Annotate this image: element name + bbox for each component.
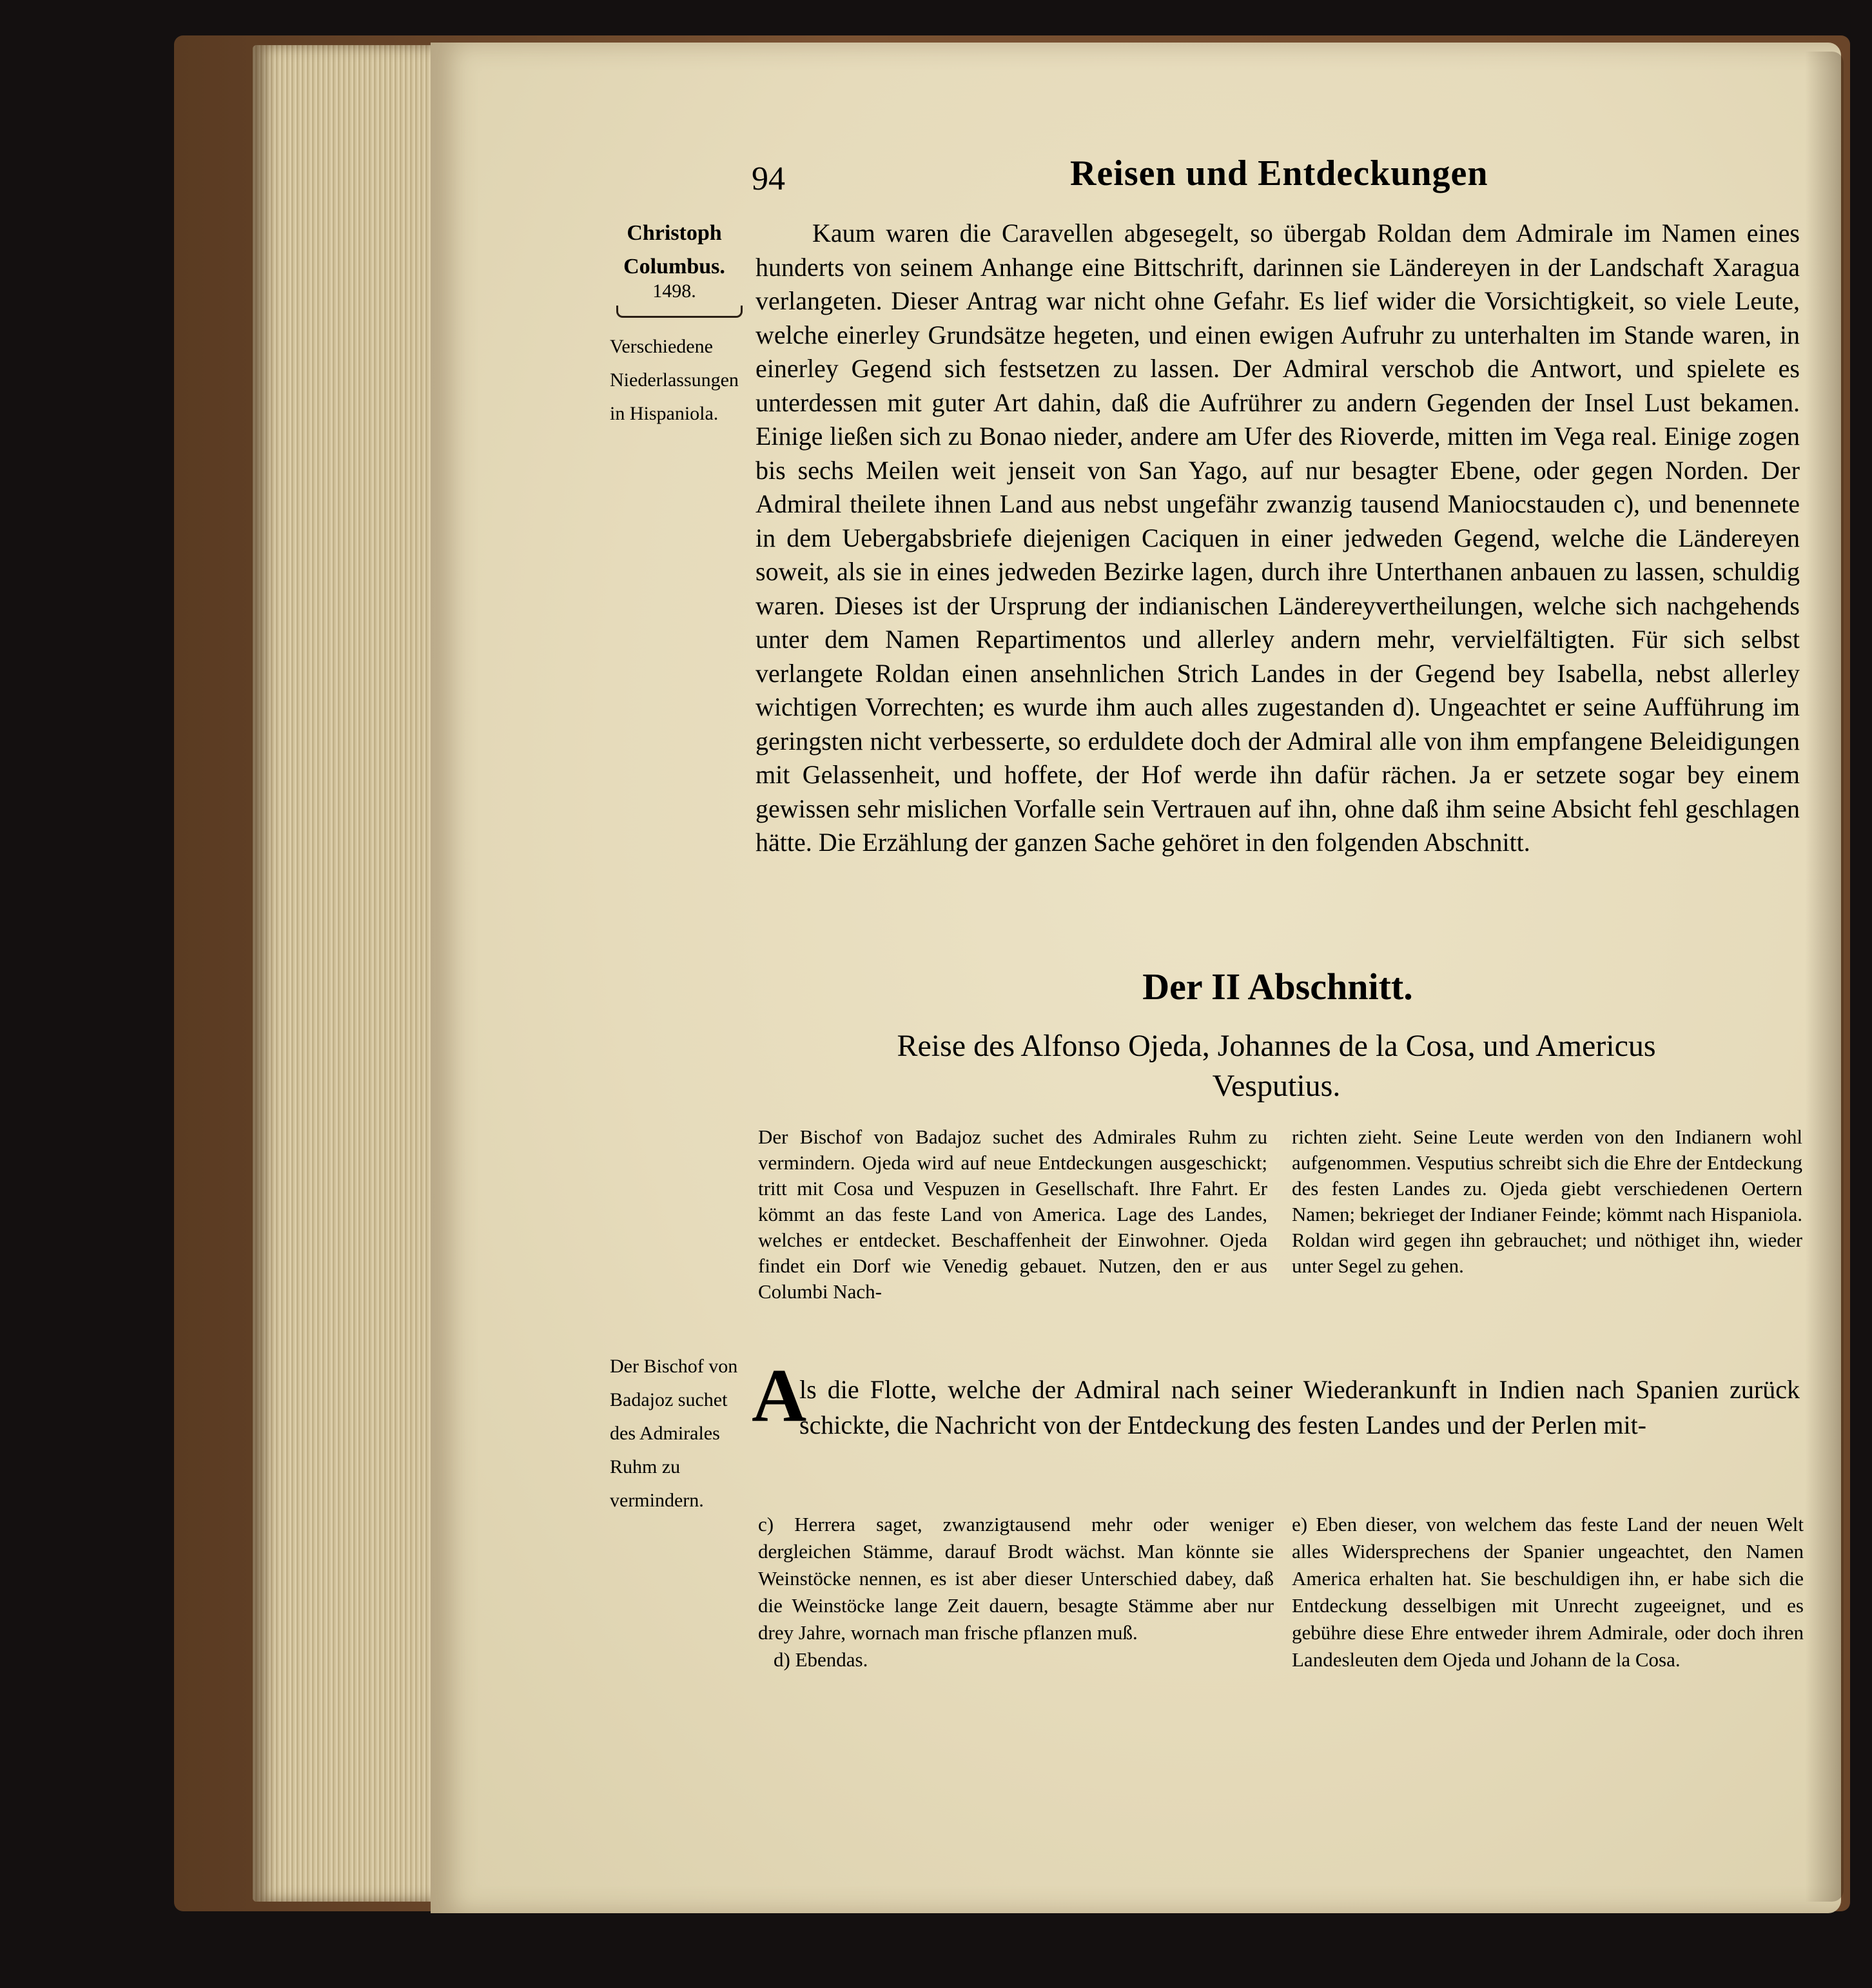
drop-cap: A (752, 1353, 807, 1437)
margin-bracket (616, 306, 743, 318)
main-paragraph: Kaum waren die Caravellen abgesegelt, so übergab Roldan dem Admirale im Namen eines hunderts von seinem Anhange eine Bittschrift, darinnen sie Ländereyen in der Landschaft Xaragua verlangeten. Dieser Antrag war nicht ohne Gefahr. Es lief wider die Vorsichtigkeit, so viele Leute, welche einerley Grundsätze hegeten, und einen ewigen Aufruhr zu unterhalten im Stande waren, in einerley Gegend sich festsetzen zu lassen. Der Admiral verschob die Antwort, und spielete es unterdessen mit guter Art dahin, daß die Aufrührer zu andern Gegenden der Insel Lust bekamen. Einige ließen sich zu Bonao nieder, andere am Ufer des Rioverde, mitten im Vega real. Einige zogen bis sechs Meilen weit jenseit von San Yago, auf nur besagter Ebene, oder gegen Norden. Der Admiral theilete ihnen Land aus nebst ungefähr zwanzig tausend Maniocstauden c), und benennete in dem Uebergabsbriefe diejenigen Caciquen in einer jedweden Gegend, welche die Ländereyen soweit, als sie in eines jedweden Bezirke lagen, durch ihre Unterthanen anbauen zu lassen, schuldig waren. Dieses ist der Ursprung der indianischen Ländereyvertheilungen, welche sich nachgehends unter dem Namen Repartimentos und allerley andern mehr, vervielfältigten. Für sich selbst verlangete Roldan einen ansehnlichen Strich Landes in der Gegend bey Isabella, nebst allerley wichtigen Vorrechten; es wurde ihm auch alles zugestanden d). Ungeachtet er seine Aufführung im geringsten nicht verbesserte, so erduldete doch der Admiral alle von ihm empfangene Beleidigungen mit Gelassenheit, und hoffete, der Hof werde ihn dafür rächen. Ja er setzete sogar bey einem gewissen sehr mislichen Vorfalle sein Vertrauen auf ihn, ohne daß ihm seine Absicht fehl geschlagen hätte. Die Erzählung der ganzen Sache gehöret in den folgenden Abschnitt. (756, 219, 1800, 857)
page-number: 94 (752, 161, 785, 197)
section-title: Der II Abschnitt. (1142, 966, 1413, 1008)
footnotes-right (1292, 1511, 1804, 1673)
summary-left-column: Der Bischof von Badajoz suchet des Admirales Ruhm zu vermindern. Ojeda wird auf neue Entdeckungen ausgeschickt; tritt mit Cosa und Vespuzen in Gesellschaft. Ihre Fahrt. Er kömmt an das feste Land von America. Lage des Landes, welches er entdecket. Beschaffenheit der Einwohner. Ojeda findet ein Dorf wie Venedig gebauet. Nutzen, den er aus Columbi Nach- (758, 1126, 1267, 1303)
footnotes-left (758, 1511, 1274, 1673)
running-title: Reisen und Entdeckungen (1070, 153, 1488, 193)
margin-note-bishop: Der Bischof von Badajoz suchet des Admirales Ruhm zu vermindern. (610, 1356, 738, 1511)
footnote-d: d) Ebendas. (774, 1648, 868, 1671)
footnote-c: c) Herrera saget, zwanzigtausend mehr oder weniger dergleichen Stämme, darauf Brodt wächst. Man könnte sie Weinstöcke nennen, es ist aber dieser Unterschied dabey, daß die Weinstöcke lange Zeit dauern, besagte Stämme aber nur drey Jahre, wornach man frische pflanzen muß. (758, 1513, 1274, 1644)
body-paragraph: ls die Flotte, welche der Admiral nach seiner Wiederankunft in Indien nach Spanien zurück schickte, die Nachricht von der Entdeckung des festen Landes und der Perlen mit- (799, 1375, 1800, 1439)
margin-year: 1498. (652, 280, 696, 302)
section-subtitle: Reise des Alfonso Ojeda, Johannes de la Cosa, und Americus Vesputius. (897, 1029, 1656, 1103)
margin-author: Christoph Columbus. (623, 221, 725, 278)
summary-right-column: richten zieht. Seine Leute werden von den Indianern wohl aufgenommen. Vesputius schreibt sich die Ehre der Entdeckung des festen Landes zu. Ojeda giebt verschiedenen Oertern Namen; bekrieget der Indianer Feinde; kömmt nach Hispaniola. Roldan wird gegen ihn gebrauchet; und nöthiget ihn, wieder unter Segel zu gehen. (1292, 1126, 1802, 1277)
page-edges (253, 45, 440, 1902)
margin-note-settlements: Verschiedene Niederlassungen in Hispaniola. (610, 336, 739, 424)
footnote-e: e) Eben dieser, von welchem das feste Land der neuen Welt alles Widersprechens der Spanier ungeachtet, den Namen America erhalten hat. Sie beschuldigen ihn, er habe sich die Entdeckung desselbigen mit Unrecht zugeeignet, und es gebühre diese Ehre entweder ihrem Admirale, oder doch ihren Landesleuten dem Ojeda und Johann de la Cosa. (1292, 1513, 1804, 1671)
